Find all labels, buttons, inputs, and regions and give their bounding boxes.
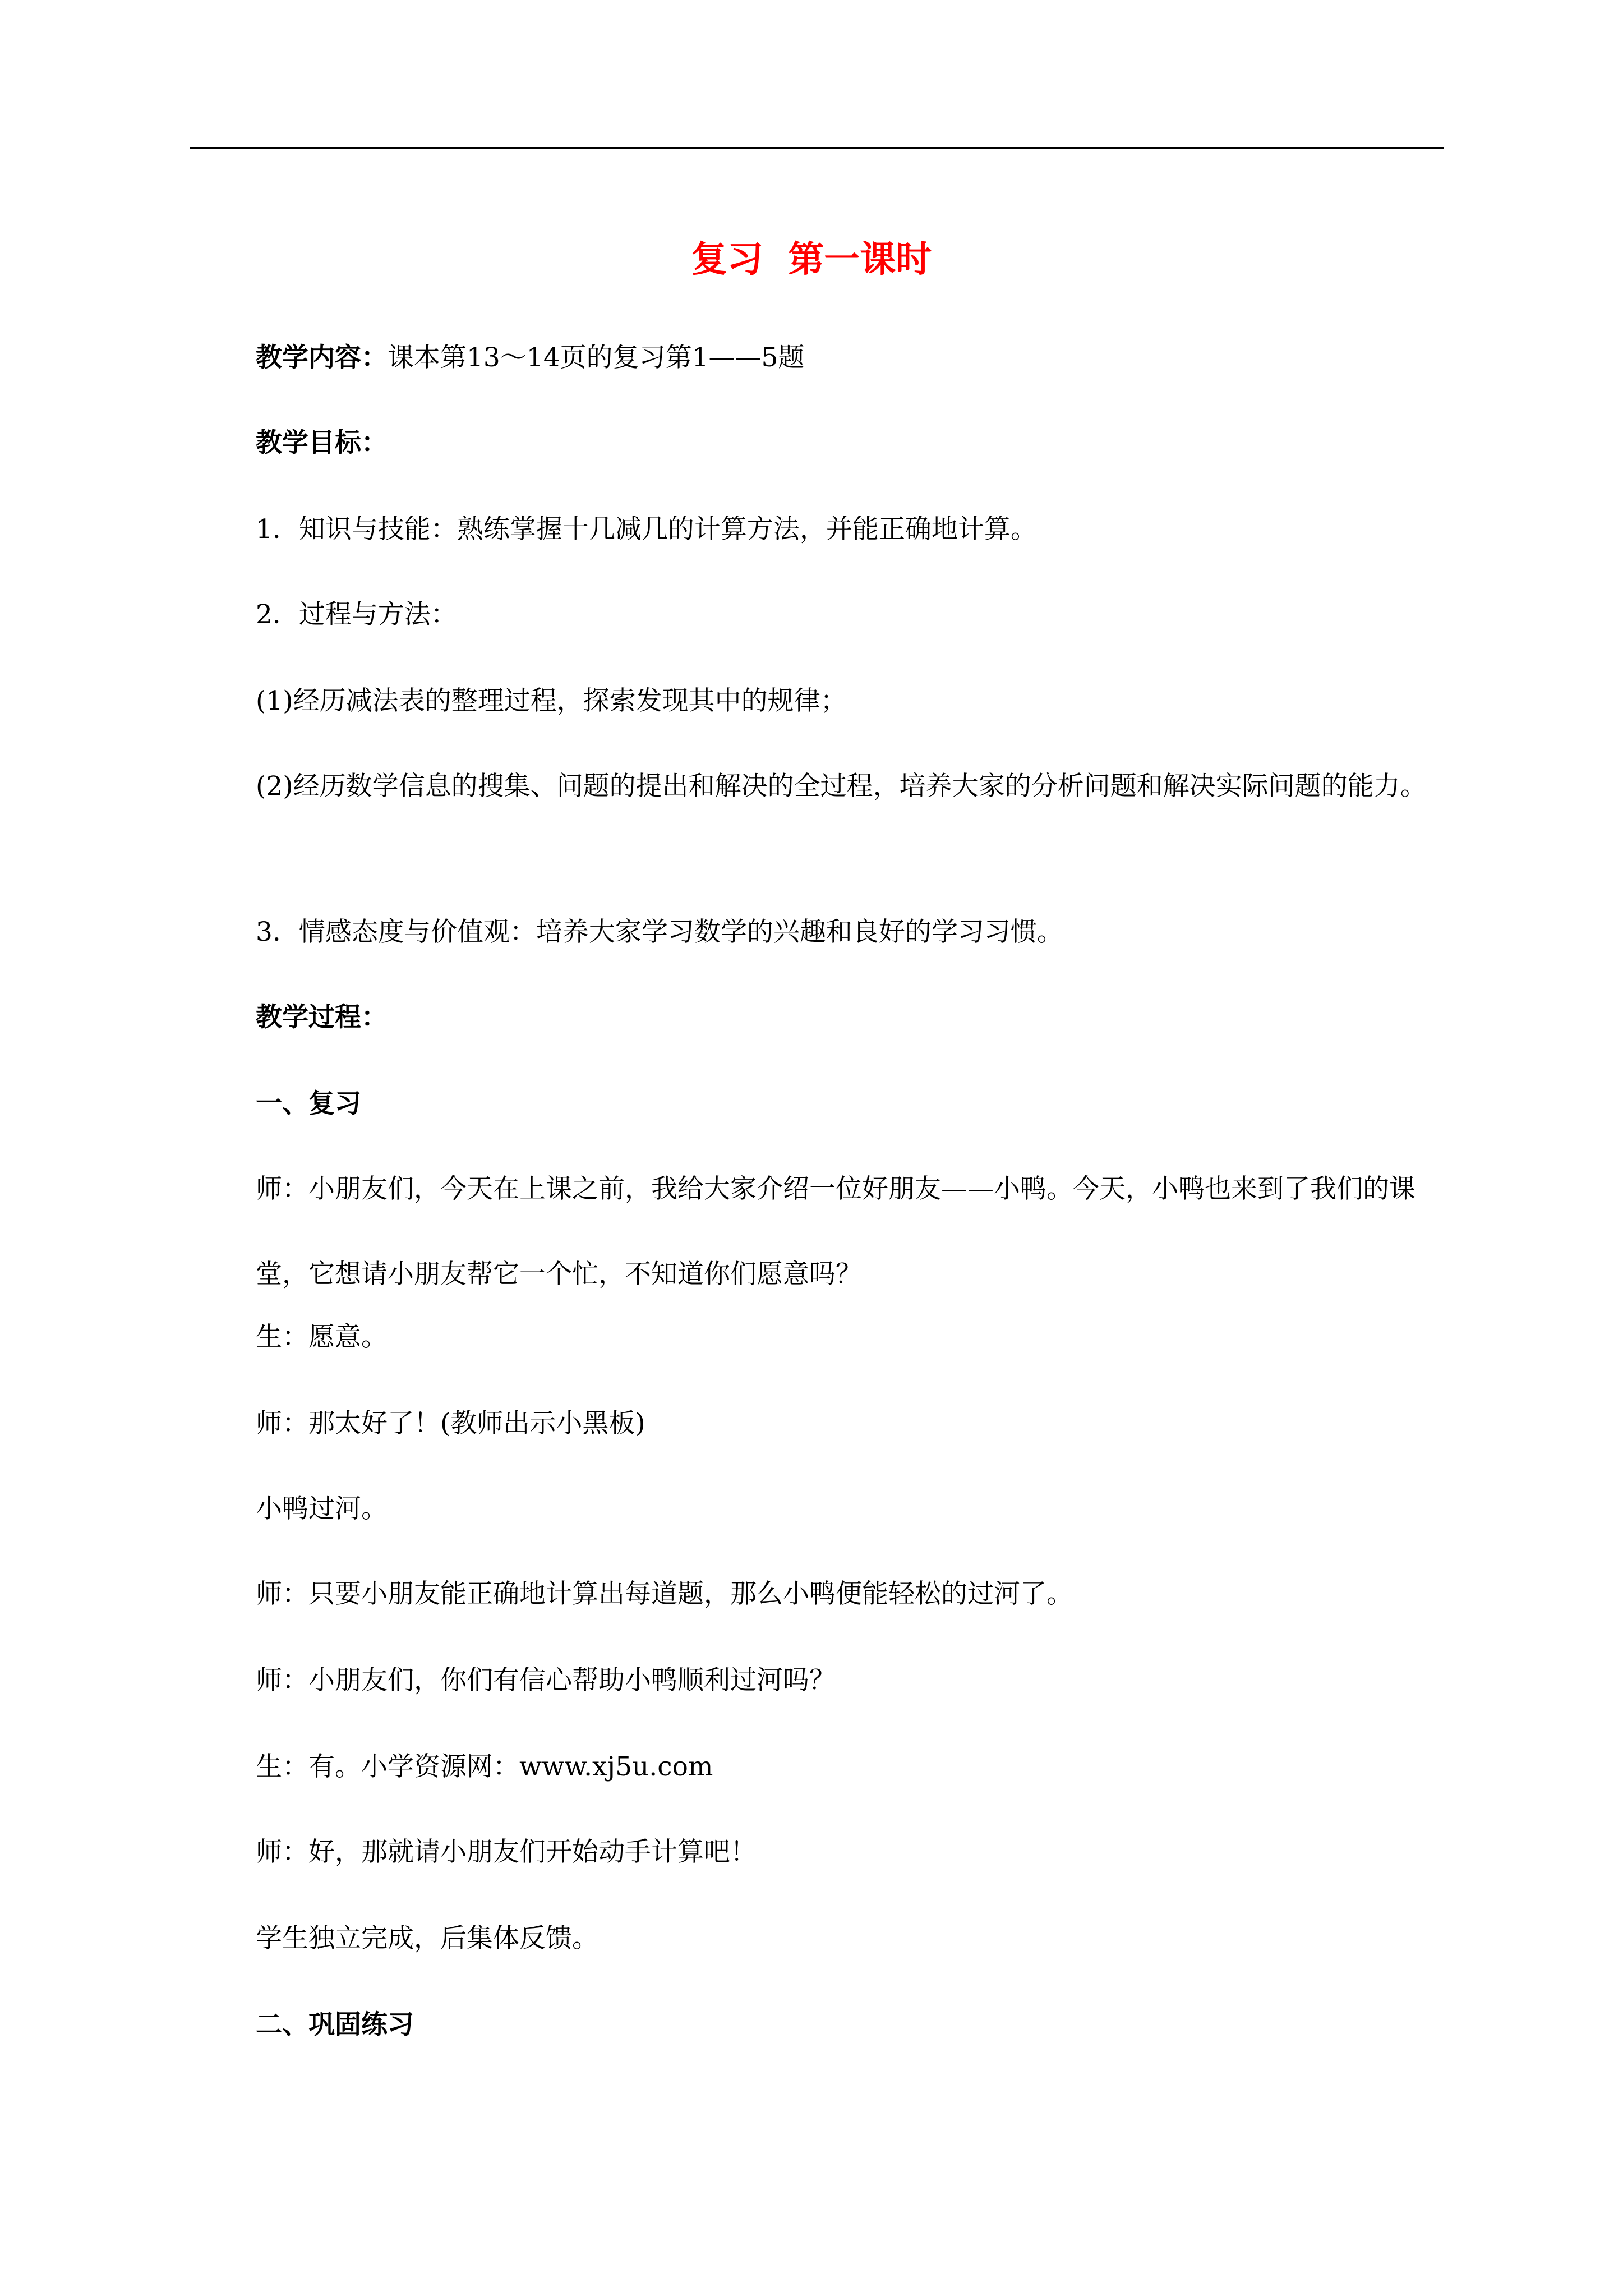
teaching-content	[256, 340, 1444, 376]
section-1-heading: 一、复习	[256, 1088, 361, 1119]
section-2-heading: 二、巩固练习	[256, 2009, 414, 2040]
paragraph-3: 师：那太好了！(教师出示小黑板)	[256, 1408, 645, 1439]
header-rule	[190, 147, 1444, 149]
goal-2-1: (1)经历减法表的整理过程，探索发现其中的规律；	[256, 685, 847, 716]
paragraph-2: 生：愿意。	[256, 1322, 388, 1352]
paragraph-1: 师：小朋友们，今天在上课之前，我给大家介绍一位好朋友——小鸭。今天，小鸭也来到了我们的课堂，它想请小朋友帮它一个忙，不知道你们愿意吗？	[256, 1174, 1415, 1290]
document-title: 复习 第一课时	[691, 239, 932, 280]
paragraph-8: 师：好，那就请小朋友们开始动手计算吧！	[256, 1837, 757, 1867]
paragraph-7: 生：有。小学资源网：www.xj5u.com	[256, 1751, 713, 1782]
content-label: 教学内容：	[256, 342, 388, 373]
goals-heading: 教学目标：	[256, 427, 388, 458]
paragraph-5: 师：只要小朋友能正确地计算出每道题，那么小鸭便能轻松的过河了。	[256, 1579, 1073, 1609]
goal-1: 1．知识与技能：熟练掌握十几减几的计算方法，并能正确地计算。	[256, 514, 1037, 545]
content-text: 课本第13～14页的复习第1——5题	[388, 342, 805, 373]
goal-2: 2．过程与方法：	[256, 599, 457, 630]
paragraph-9: 学生独立完成，后集体反馈。	[256, 1923, 598, 1954]
paragraph-6: 师：小朋友们，你们有信心帮助小鸭顺利过河吗？	[256, 1665, 836, 1696]
process-heading: 教学过程：	[256, 1002, 388, 1033]
goal-2-2: (2)经历数学信息的搜集、问题的提出和解决的全过程，培养大家的分析问题和解决实际问题的能力。	[256, 771, 1427, 802]
paragraph-4: 小鸭过河。	[256, 1493, 388, 1524]
goal-3: 3．情感态度与价值观：培养大家学习数学的兴趣和良好的学习习惯。	[256, 917, 1063, 947]
